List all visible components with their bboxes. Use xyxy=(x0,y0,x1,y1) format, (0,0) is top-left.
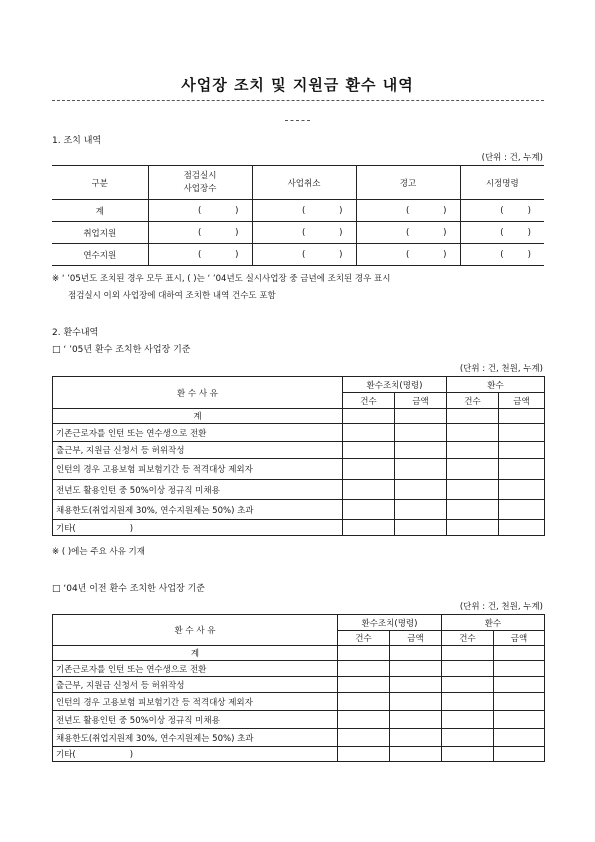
section2-sub1: □ ‘ ’05년 환수 조치한 사업장 기준 xyxy=(52,345,191,355)
table-row: 연수지원 ( ) ( ) ( ) ( ) xyxy=(52,244,544,266)
reason-cell: 계 xyxy=(53,646,338,661)
section2-unit-1: (단위 : 건, 천원, 누계) xyxy=(459,364,543,374)
table-row xyxy=(53,693,545,711)
reason-cell: 출근부, 지원금 신청서 등 허위작성 xyxy=(53,677,338,693)
header-amount: 금액 xyxy=(390,631,442,646)
table-row xyxy=(53,424,545,442)
reason-cell: 계 xyxy=(53,409,343,424)
reason-cell: 출근부, 지원금 신청서 등 허위작성 xyxy=(53,442,343,459)
header-refund: 환수 xyxy=(447,377,545,393)
action-table-header xyxy=(52,166,544,200)
header-reason: 환 수 사 유 xyxy=(53,377,343,409)
header-count: 건수 xyxy=(343,393,395,409)
table-row xyxy=(53,500,545,520)
section2-note: ※ ( )에는 주요 사유 기재 xyxy=(52,547,145,557)
row-label: 계 xyxy=(52,200,148,222)
header-refund: 환수 xyxy=(442,615,545,631)
reason-cell: 채용한도(취업지원제 30%, 연수지원제는 50%) 초과 xyxy=(53,729,338,747)
header-amount: 금액 xyxy=(395,393,447,409)
section2-sub2: □ ‘04년 이전 환수 조치한 사업장 기준 xyxy=(52,584,206,594)
header-count: 건수 xyxy=(338,631,390,646)
header-category: 구분 xyxy=(52,166,148,200)
table-row: 계 ( ) ( ) ( ) ( ) xyxy=(52,200,544,222)
header-correction: 시정명령 xyxy=(460,166,544,200)
table-row: 취업지원 ( ) ( ) ( ) ( ) xyxy=(52,222,544,244)
title-divider xyxy=(52,100,544,101)
reason-cell: 전년도 활용인턴 중 50%이상 정규직 미채용 xyxy=(53,711,338,729)
reason-cell: 전년도 활용인턴 중 50%이상 정규직 미채용 xyxy=(53,480,343,500)
section1-note-2: 점검실시 이외 사업장에 대하여 조치한 내역 건수도 포함 xyxy=(68,291,276,301)
row-label: 취업지원 xyxy=(52,222,148,244)
header-amount: 금액 xyxy=(494,631,545,646)
table-row xyxy=(53,661,545,677)
section1-heading: 1. 조치 내역 xyxy=(52,136,102,146)
table-row xyxy=(53,409,545,424)
table-row xyxy=(53,442,545,459)
header-reason: 환 수 사 유 xyxy=(53,615,338,646)
reason-cell: 기존근로자를 인턴 또는 연수생으로 전환 xyxy=(53,424,343,442)
header-order: 환수조치(명령) xyxy=(343,377,447,393)
refund-table-2005 xyxy=(52,376,545,536)
title-divider-short xyxy=(285,120,310,121)
refund-table-2004 xyxy=(52,614,545,762)
header-count: 건수 xyxy=(442,631,494,646)
table-row xyxy=(53,480,545,500)
reason-cell: 인턴의 경우 고용보험 피보험기간 등 적격대상 제외자 xyxy=(53,693,338,711)
reason-cell: 인턴의 경우 고용보험 피보험기간 등 적격대상 제외자 xyxy=(53,459,343,480)
header-amount: 금액 xyxy=(499,393,545,409)
table-row xyxy=(53,747,545,762)
header-warning: 경고 xyxy=(356,166,460,200)
reason-cell: 기타( ) xyxy=(53,747,338,762)
header-order: 환수조치(명령) xyxy=(338,615,442,631)
header-inspected: 점검실시 사업장수 xyxy=(148,166,252,200)
action-table xyxy=(52,165,544,266)
page-title: 사업장 조치 및 지원금 환수 내역 xyxy=(181,76,414,94)
section1-note-1: ※ ‘ ’05년도 조치된 경우 모두 표시, ( )는 ‘ ’04년도 실시사업장 중 금년에 조치된 경우 표시 xyxy=(52,274,391,284)
table-row xyxy=(53,711,545,729)
reason-cell: 기존근로자를 인턴 또는 연수생으로 전환 xyxy=(53,661,338,677)
section2-heading: 2. 환수내역 xyxy=(52,328,99,338)
reason-cell: 채용한도(취업지원제 30%, 연수지원제는 50%) 초과 xyxy=(53,500,343,520)
header-cancel: 사업취소 xyxy=(252,166,356,200)
header-count: 건수 xyxy=(447,393,499,409)
section1-unit: (단위 : 건, 누계) xyxy=(481,153,543,163)
table-row xyxy=(53,677,545,693)
table-row xyxy=(53,520,545,536)
table-row xyxy=(53,459,545,480)
section2-unit-2: (단위 : 건, 천원, 누계) xyxy=(459,602,543,612)
table-row xyxy=(53,646,545,661)
table-row xyxy=(53,729,545,747)
reason-cell: 기타( ) xyxy=(53,520,343,536)
row-label: 연수지원 xyxy=(52,244,148,266)
